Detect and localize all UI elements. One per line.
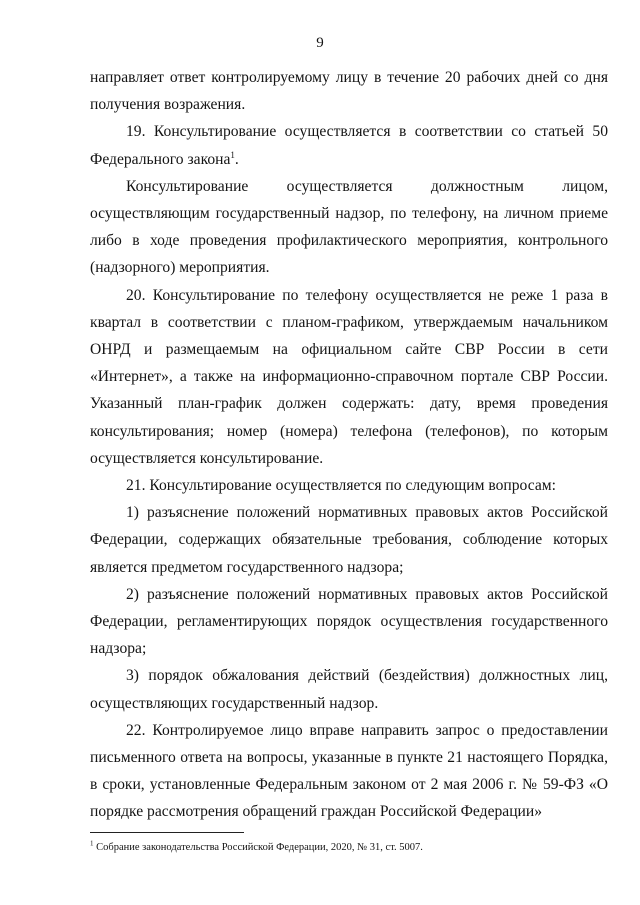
list-item-2: 2) разъяснение положений нормативных правовых актов Российской Федерации, регламентирующих порядок осуществления государственного надзора; [90,585,608,658]
page-number: 9 [316,35,324,51]
body-text [90,64,608,826]
list-item-1: 1) разъяснение положений нормативных правовых актов Российской Федерации, содержащих обязательные требования, соблюдение которых является предметом государственного надзора; [90,504,608,576]
paragraph-21: 21. Консультирование осуществляется по следующим вопросам: [126,477,556,495]
paragraph-continuation: направляет ответ контролируемому лицу в течение 20 рабочих дней со дня получения возражения. [90,69,608,114]
footnote-reference: 1 [230,149,235,160]
paragraph-19: 19. Консультирование осуществляется в соответствии со статьей 50 Федерального закона$^1$. [90,123,608,168]
footnote [90,841,608,854]
paragraph-22: 22. Контролируемое лицо вправе направить запрос о предоставлении письменного ответа на вопросы, указанные в пункте 21 настоящего Порядка, в сроки, установленные Федеральным законом от 2 мая 2006 г. № 59-ФЗ «О порядке рассмотрения обращений граждан Российской Федерации» [90,721,608,821]
list-item-3: 3) порядок обжалования действий (бездействия) должностных лиц, осуществляющих государственный надзор. [90,667,608,712]
footnote-divider [90,832,244,833]
paragraph-19-consultation: Консультирование осуществляется должностным лицом, осуществляющим государственный надзор, по телефону, на личном приеме либо в ходе проведения профилактического мероприятия, контрольного (надзорного) мероприятия. [90,177,608,277]
paragraph-20: 20. Консультирование по телефону осуществляется не реже 1 раза в квартал в соответствии с планом-графиком, утверждаемым начальником ОНРД и размещаемым на официальном сайте СВР России в сети «Интернет», а также на информационно-справочном портале СВР России. Указанный план-график должен содержать: дату, время проведения консультирования; номер (номера) телефона (телефонов), по которым осуществляется консультирование. [90,286,608,467]
footnote-marker: 1 [90,839,94,848]
footnote-text: Собрание законодательства Российской Федерации, 2020, № 31, ст. 5007. [93,842,423,853]
